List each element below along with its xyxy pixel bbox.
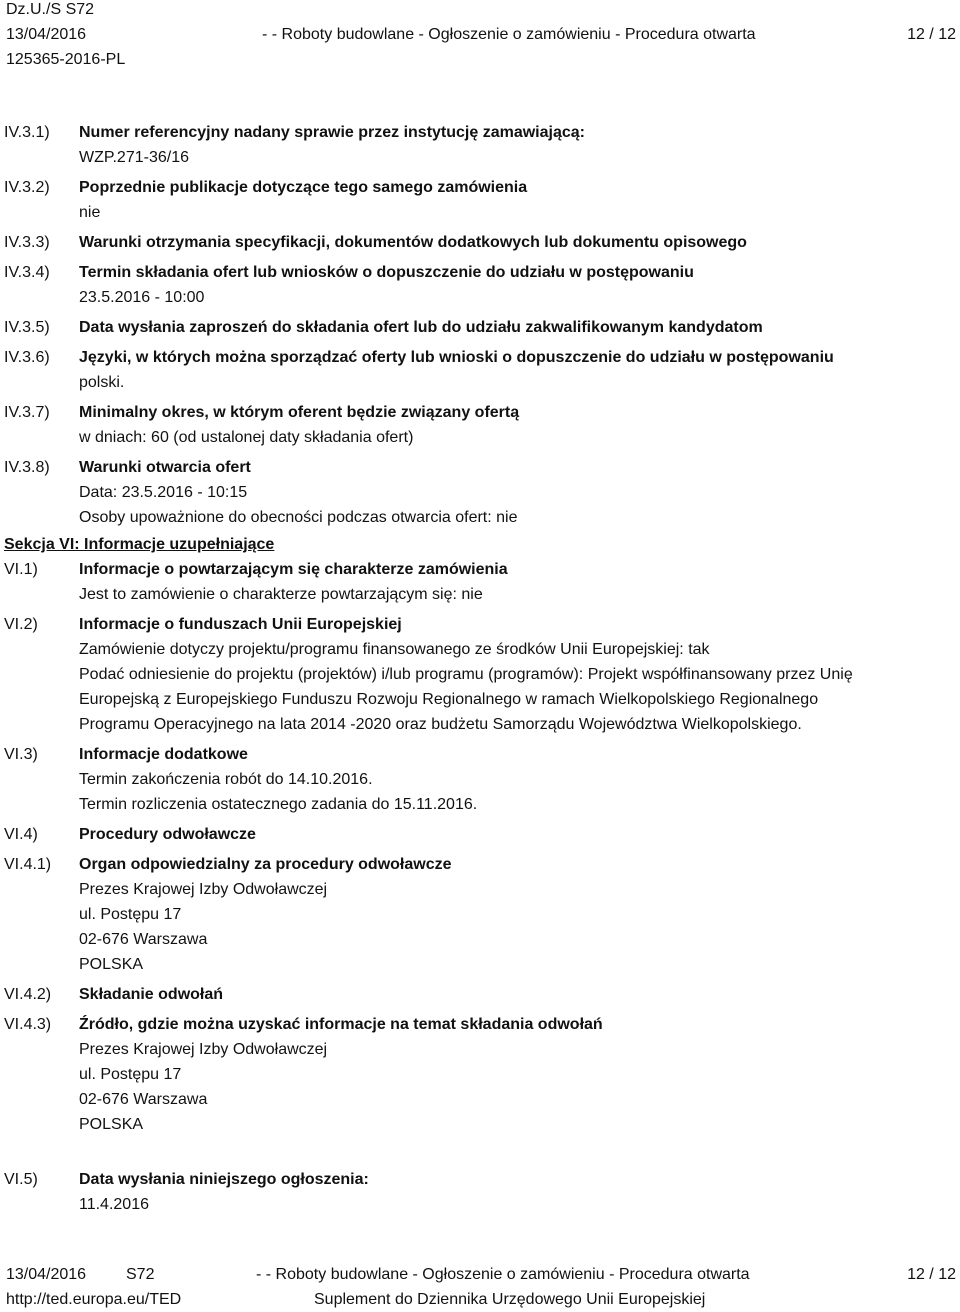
footer-page: 12 / 12: [907, 1266, 956, 1283]
section-item: [4, 982, 954, 1007]
page-footer: [6, 1262, 956, 1312]
item-title: Informacje o powtarzającym się charakterze zamówienia: [79, 561, 508, 578]
item-number: VI.4.1): [4, 856, 52, 873]
item-value: 11.4.2016: [79, 1196, 149, 1213]
notice-id: 125365-2016-PL: [6, 51, 126, 68]
header-page: 12 / 12: [907, 26, 956, 43]
item-value: Programu Operacyjnego na lata 2014 -2020 oraz budżetu Samorządu Województwa Wielkopolskiego.: [79, 716, 802, 733]
item-title: Organ odpowiedzialny za procedury odwoławcze: [79, 856, 452, 873]
item-value: Termin rozliczenia ostatecznego zadania do 15.11.2016.: [79, 796, 478, 813]
journal-ref: Dz.U./S S72: [6, 1, 95, 18]
item-value: Zamówienie dotyczy projektu/programu finansowanego ze środków Unii Europejskiej: tak: [79, 641, 710, 658]
item-number: IV.3.7): [4, 404, 50, 421]
section-item: [4, 822, 954, 847]
item-number: IV.3.8): [4, 459, 50, 476]
section-item: [4, 852, 954, 977]
item-title: Data wysłania zaproszeń do składania ofert lub do udziału zakwalifikowanym kandydatom: [79, 319, 763, 336]
item-value: ul. Postępu 17: [79, 1066, 182, 1083]
section-item: [4, 315, 954, 340]
footer-supplement: Suplement do Dziennika Urzędowego Unii Europejskiej: [314, 1291, 706, 1308]
item-value: Podać odniesienie do projektu (projektów) i/lub programu (programów): Projekt współfinansowany przez Unię: [79, 666, 853, 683]
item-title: Poprzednie publikacje dotyczące tego samego zamówienia: [79, 179, 528, 196]
section-item: [4, 557, 954, 607]
item-number: IV.3.6): [4, 349, 50, 366]
item-title: Warunki otrzymania specyfikacji, dokumentów dodatkowych lub dokumentu opisowego: [79, 234, 747, 251]
item-value: POLSKA: [79, 956, 144, 973]
header-title: - - Roboty budowlane - Ogłoszenie o zamówieniu - Procedura otwarta: [262, 26, 756, 43]
item-value: polski.: [79, 374, 125, 391]
section-item: [4, 120, 954, 170]
section-item: [4, 230, 954, 255]
item-value: Data: 23.5.2016 - 10:15: [79, 484, 248, 501]
item-value: 02-676 Warszawa: [79, 1091, 208, 1108]
section-item: [4, 260, 954, 310]
header-date: 13/04/2016: [6, 26, 87, 43]
item-title: Informacje o funduszach Unii Europejskiej: [79, 616, 402, 633]
item-value: Prezes Krajowej Izby Odwoławczej: [79, 1041, 328, 1058]
item-value: Prezes Krajowej Izby Odwoławczej: [79, 881, 328, 898]
footer-series: S72: [126, 1266, 155, 1283]
item-number: IV.3.1): [4, 124, 50, 141]
item-number: VI.3): [4, 746, 38, 763]
item-number: VI.4.2): [4, 986, 52, 1003]
item-value: ul. Postępu 17: [79, 906, 182, 923]
item-number: VI.2): [4, 616, 38, 633]
footer-title: - - Roboty budowlane - Ogłoszenie o zamówieniu - Procedura otwarta: [256, 1266, 750, 1283]
item-title: Numer referencyjny nadany sprawie przez instytucję zamawiającą:: [79, 124, 585, 141]
item-title: Źródło, gdzie można uzyskać informacje na temat składania odwołań: [79, 1016, 603, 1033]
section-item: [4, 612, 954, 737]
item-number: IV.3.2): [4, 179, 50, 196]
item-number: VI.4.3): [4, 1016, 52, 1033]
item-value: 23.5.2016 - 10:00: [79, 289, 205, 306]
section-item: [4, 1167, 954, 1217]
section-item: [4, 400, 954, 450]
item-title: Termin składania ofert lub wniosków o dopuszczenie do udziału w postępowaniu: [79, 264, 694, 281]
section-vi-title: Sekcja VI: Informacje uzupełniające: [4, 536, 275, 553]
item-title: Warunki otwarcia ofert: [79, 459, 251, 476]
item-title: Informacje dodatkowe: [79, 746, 248, 763]
item-title: Procedury odwoławcze: [79, 826, 256, 843]
item-value: nie: [79, 204, 101, 221]
page-header: [6, 0, 956, 72]
item-number: VI.1): [4, 561, 38, 578]
section-iv-3: [4, 120, 954, 530]
footer-url[interactable]: http://ted.europa.eu/TED: [6, 1291, 182, 1308]
item-value: Termin zakończenia robót do 14.10.2016.: [79, 771, 373, 788]
item-number: IV.3.4): [4, 264, 50, 281]
item-number: VI.4): [4, 826, 38, 843]
section-item: [4, 175, 954, 225]
item-value: w dniach: 60 (od ustalonej daty składania ofert): [79, 429, 414, 446]
section-item: [4, 345, 954, 395]
section-vi: [4, 532, 954, 1217]
item-title: Data wysłania niniejszego ogłoszenia:: [79, 1171, 369, 1188]
item-number: IV.3.5): [4, 319, 50, 336]
item-value: Jest to zamówienie o charakterze powtarzającym się: nie: [79, 586, 483, 603]
footer-date: 13/04/2016: [6, 1266, 87, 1283]
item-value: WZP.271-36/16: [79, 149, 189, 166]
item-title: Składanie odwołań: [79, 986, 224, 1003]
section-item: [4, 1012, 954, 1137]
item-value: POLSKA: [79, 1116, 144, 1133]
item-title: Języki, w których można sporządzać oferty lub wnioski o dopuszczenie do udziału w postępowaniu: [79, 349, 834, 366]
item-value: Europejską z Europejskiego Funduszu Rozwoju Regionalnego w ramach Wielkopolskiego Regionalnego: [79, 691, 819, 708]
section-item: [4, 742, 954, 817]
item-value: Osoby upoważnione do obecności podczas otwarcia ofert: nie: [79, 509, 518, 526]
section-item: [4, 455, 954, 530]
item-number: VI.5): [4, 1171, 38, 1188]
item-title: Minimalny okres, w którym oferent będzie związany ofertą: [79, 404, 520, 421]
item-number: IV.3.3): [4, 234, 50, 251]
item-value: 02-676 Warszawa: [79, 931, 208, 948]
